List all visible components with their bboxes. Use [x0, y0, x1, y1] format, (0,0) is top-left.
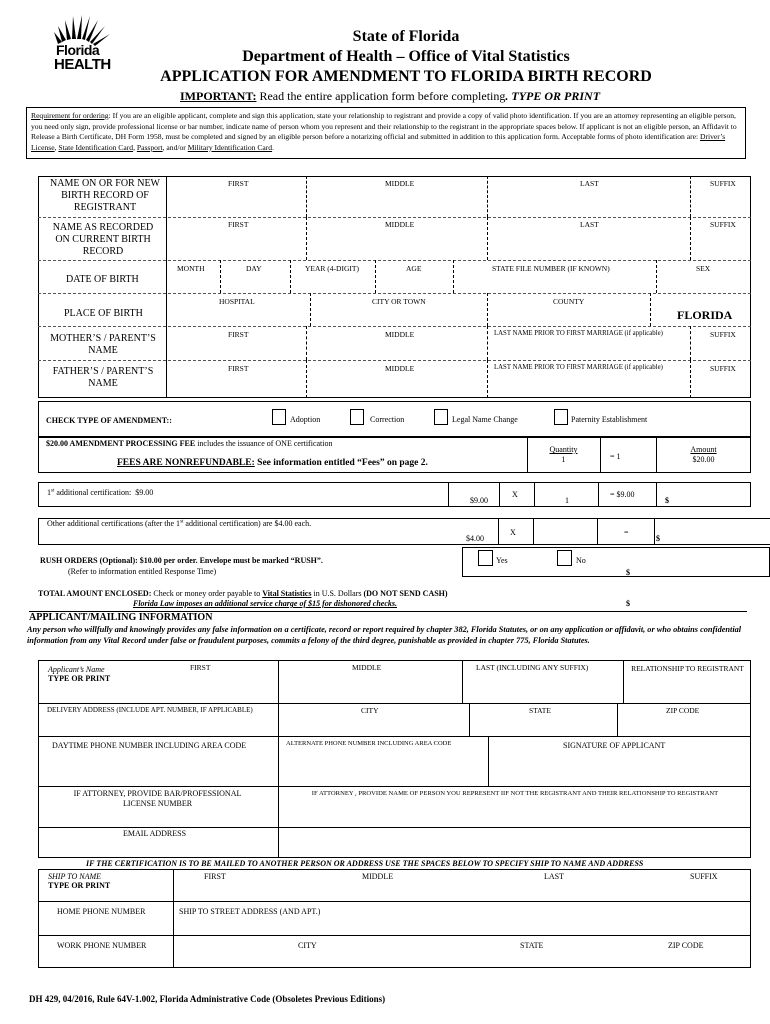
first-add-total: = $9.00 [610, 490, 635, 499]
signature-label: SIGNATURE OF APPLICANT [563, 741, 666, 750]
applicant-zip-label: ZIP CODE [666, 706, 700, 715]
pob-label: PLACE OF BIRTH [64, 308, 143, 319]
rush-no-checkbox[interactable] [557, 550, 572, 566]
current-middle-input[interactable] [310, 234, 487, 258]
requirement-label: Requirement for ordering [31, 111, 109, 120]
ship-to-name-label [48, 872, 110, 890]
hospital-label: HOSPITAL [219, 297, 255, 306]
processing-fee-rest: includes the issuance of ONE certification [195, 439, 333, 448]
new-last-input[interactable] [491, 193, 690, 215]
rush-ref: (Refer to information entitled Response Time) [68, 567, 217, 576]
ship-city-label: CITY [298, 941, 317, 950]
id-passport: Passport [136, 142, 163, 152]
applicant-type-or-print: TYPE OR PRINT [48, 674, 111, 683]
other-additional-label: Other additional certifications (after the 1st additional certification) are $4.00 each. [47, 519, 312, 528]
rush-label [40, 556, 323, 565]
correction-label: Correction [370, 415, 405, 424]
new-suffix-input[interactable] [694, 193, 751, 215]
legal-name-change-checkbox[interactable] [434, 409, 448, 425]
current-last-label: LAST [580, 220, 599, 229]
do-not-send-cash: (DO NOT SEND CASH) [363, 589, 448, 598]
father-last-prior-label: LAST NAME PRIOR TO FIRST MARRIAGE (if applicable) [494, 364, 663, 371]
header-state: State of Florida [352, 28, 460, 45]
ship-first-label: FIRST [204, 872, 226, 881]
paternity-label: Paternity Establishment [571, 415, 648, 424]
alt-phone-label: ALTERNATE PHONE NUMBER INCLUDING AREA CODE [286, 740, 452, 747]
important-line [180, 89, 600, 104]
first-add-qty: 1 [565, 496, 569, 505]
rush-yes-checkbox[interactable] [478, 550, 493, 566]
new-first-input[interactable] [170, 193, 306, 215]
current-middle-label: MIDDLE [385, 220, 415, 229]
quantity-value: 1 [561, 455, 566, 464]
important-text: Read the entire application form before completing [259, 89, 506, 103]
applicant-last-label: LAST (INCLUDING ANY SUFFIX) [476, 663, 589, 672]
adoption-label: Adoption [290, 415, 321, 424]
ship-suffix-label: SUFFIX [690, 872, 718, 881]
other-add-equals: = [624, 528, 629, 537]
relationship-label: RELATIONSHIP TO REGISTRANT [631, 664, 744, 673]
first-add-price: $9.00 [470, 496, 488, 505]
rush-text: RUSH ORDERS (Optional): $10.00 per order. Envelope must be marked “RUSH”. [40, 556, 323, 565]
processing-fee-text [46, 439, 333, 448]
important-label: IMPORTANT: [180, 89, 257, 103]
county-label: COUNTY [553, 297, 585, 306]
total-text1: Check or money order payable to [151, 589, 263, 598]
first-add-x: X [512, 490, 518, 499]
logo-text-florida: Florida [56, 42, 100, 58]
current-last-input[interactable] [491, 234, 690, 258]
ship-street-label: SHIP TO STREET ADDRESS (AND APT.) [179, 907, 321, 916]
day-label: DAY [246, 264, 262, 273]
month-label: MONTH [177, 264, 205, 273]
adoption-checkbox[interactable] [272, 409, 286, 425]
mother-label: MOTHER’S / PARENT’S NAME [50, 333, 156, 356]
first-additional-label: 1st additional certification: $9.00 [47, 488, 154, 497]
rush-yes-label: Yes [496, 556, 508, 565]
new-middle-input[interactable] [310, 193, 487, 215]
applicant-city-label: CITY [361, 706, 379, 715]
total-text2: in U.S. Dollars [311, 589, 364, 598]
id-state-card: State Identification Card [58, 142, 134, 152]
ship-notice: IF THE CERTIFICATION IS TO BE MAILED TO ANOTHER PERSON OR ADDRESS USE THE SPACES BELOW TO SPECIFY SHIP TO NAME AND ADDRESS [86, 859, 644, 868]
and-or: , and/or [162, 142, 188, 152]
false-info-warning: Any person who willfully and knowingly provides any false information on a certificate, record or report required by chapter 382, Florida Statutes, or on any application or affidavit, or who obtains confidential information from any Vital Record under false or fraudulent purposes, commits a felony of the third degree, punishable as provided in chapter 775, Florida Statutes. [27, 625, 742, 645]
applicant-heading: APPLICANT/MAILING INFORMATION [29, 612, 213, 623]
current-first-input[interactable] [170, 234, 306, 258]
mother-last-prior-label: LAST NAME PRIOR TO FIRST MARRIAGE (if applicable) [494, 330, 663, 337]
new-suffix-label: SUFFIX [710, 179, 736, 188]
work-phone-label: WORK PHONE NUMBER [57, 941, 147, 950]
mother-first-label: FIRST [228, 330, 249, 339]
total-bold: TOTAL AMOUNT ENCLOSED: [38, 589, 152, 598]
new-name-label: NAME ON OR FOR NEW BIRTH RECORD OF REGISTRANT [50, 178, 160, 213]
current-first-label: FIRST [228, 220, 249, 229]
ship-last-label: LAST [544, 872, 564, 881]
ship-zip-label: ZIP CODE [668, 941, 704, 950]
id-military-card: Military Identification Card [187, 142, 273, 152]
processing-fee-bold: $20.00 AMENDMENT PROCESSING FEE [46, 439, 196, 448]
new-first-label: FIRST [228, 179, 249, 188]
sex-label: SEX [696, 264, 711, 273]
total-dollar: $ [626, 599, 630, 608]
rush-dollar: $ [626, 568, 630, 577]
type-or-print: . TYPE OR PRINT [505, 89, 601, 103]
applicants-name-text: Applicant’s Name [48, 665, 105, 674]
other-add-price: $4.00 [466, 534, 484, 543]
correction-checkbox[interactable] [350, 409, 364, 425]
applicant-middle-label: MIDDLE [352, 663, 382, 672]
age-label: AGE [406, 264, 422, 273]
state-florida: FLORIDA [677, 308, 733, 322]
see-fees-info: See information entitled “Fees” on page 2. [254, 458, 428, 468]
equals-one: = 1 [610, 452, 621, 461]
email-label: EMAIL ADDRESS [123, 829, 187, 838]
father-suffix-label: SUFFIX [710, 364, 736, 373]
home-phone-label: HOME PHONE NUMBER [57, 907, 146, 916]
amount-value: $20.00 [692, 455, 715, 464]
florida-law: Florida Law imposes an additional service charge of $15 for dishonored checks. [133, 599, 397, 608]
ship-type-or-print: TYPE OR PRINT [48, 881, 111, 890]
requirement-text: : If you are an eligible applicant, complete and sign this application, state your relationship to registrant and provide a copy of valid photo identification. If you are an attorney representing an eligible person, you need only sign, provide professional license or bar number, indicate name of person whom you represent and their relationship to the registrant in the appropriate spaces below. If applicant is not an eligible person, an Affidavit to Release a Birth Certificate, DH Form 1958, must be completed and signed by an eligible person before a notarizing official and submitted in addition to this application form. Acceptable forms of photo identification are: [31, 111, 737, 141]
first-add-dollar: $ [665, 496, 669, 505]
delivery-address-label: DELIVERY ADDRESS (INCLUDE APT. NUMBER, IF APPLICABLE) [47, 706, 253, 714]
vital-statistics: Vital Statistics [262, 589, 312, 598]
quantity-label: Quantity [549, 445, 578, 454]
rush-no-label: No [576, 556, 586, 565]
attorney-bar-label: IF ATTORNEY, PROVIDE BAR/PROFESSIONAL LICENSE NUMBER [73, 789, 242, 808]
amount-label: Amount [690, 445, 717, 454]
dob-label: DATE OF BIRTH [66, 274, 139, 285]
father-label: FATHER’S / PARENT’S NAME [52, 366, 154, 389]
father-middle-label: MIDDLE [385, 364, 415, 373]
applicant-state-label: STATE [529, 706, 551, 715]
form-footer: DH 429, 04/2016, Rule 64V-1.002, Florida Administrative Code (Obsoletes Previous Editions) [29, 994, 386, 1004]
other-add-dollar: $ [656, 534, 660, 543]
current-name-label: NAME AS RECORDED ON CURRENT BIRTH RECORD [52, 222, 154, 257]
new-last-label: LAST [580, 179, 599, 188]
daytime-phone-label: DAYTIME PHONE NUMBER INCLUDING AREA CODE [52, 741, 247, 750]
father-first-label: FIRST [228, 364, 249, 373]
applicants-name-label [48, 665, 110, 683]
city-town-label: CITY OR TOWN [372, 297, 426, 306]
legal-name-change-label: Legal Name Change [452, 415, 518, 424]
ship-state-label: STATE [520, 941, 544, 950]
ship-to-name-text: SHIP TO NAME [48, 872, 102, 881]
id-drivers-license: Driver’s License [31, 132, 726, 152]
ship-middle-label: MIDDLE [362, 872, 394, 881]
header-form-title: APPLICATION FOR AMENDMENT TO FLORIDA BIRTH RECORD [160, 68, 652, 85]
check-type-label: CHECK TYPE OF AMENDMENT:: [46, 416, 172, 425]
current-suffix-input[interactable] [694, 234, 751, 258]
applicant-first-label: FIRST [190, 663, 211, 672]
paternity-checkbox[interactable] [554, 409, 568, 425]
nonrefundable-label: FEES ARE NONREFUNDABLE: [117, 458, 255, 468]
new-middle-label: MIDDLE [385, 179, 415, 188]
state-file-label: STATE FILE NUMBER (IF KNOWN) [492, 264, 610, 273]
logo-text-health: HEALTH [54, 56, 111, 73]
nonrefundable-line [117, 458, 428, 468]
other-add-x: X [510, 528, 516, 537]
total-line [38, 589, 448, 598]
mother-middle-label: MIDDLE [385, 330, 415, 339]
requirement-box: Requirement for ordering: If you are an eligible applicant, complete and sign this application, state your relationship to registrant and provide a copy of valid photo identification. If you are an attorney representing an eligible person, you need only sign, provide professional license or bar number, indicate name of person whom you represent and their relationship to the registrant in the appropriate spaces below. If applicant is not an eligible person, an Affidavit to Release a Birth Certificate, DH Form 1958, must be completed and signed by an eligible person before a notarizing official and submitted in addition to this application form. Acceptable forms of photo identification are: Driver’s License, State Identification Card, Passport, and/or Military Identification Card. [26, 107, 746, 159]
rush-box [462, 547, 770, 577]
header-department: Department of Health – Office of Vital Statistics [242, 48, 570, 65]
ship-table [38, 869, 751, 968]
current-suffix-label: SUFFIX [710, 220, 736, 229]
attorney-represent-label: IF ATTORNEY , PROVIDE NAME OF PERSON YOU REPRESENT IIF NOT THE REGISTRANT AND THEIR RELATIONSHIP TO REGISTRANT [311, 790, 719, 797]
year-label: YEAR (4-DIGIT) [305, 264, 359, 273]
mother-suffix-label: SUFFIX [710, 330, 736, 339]
